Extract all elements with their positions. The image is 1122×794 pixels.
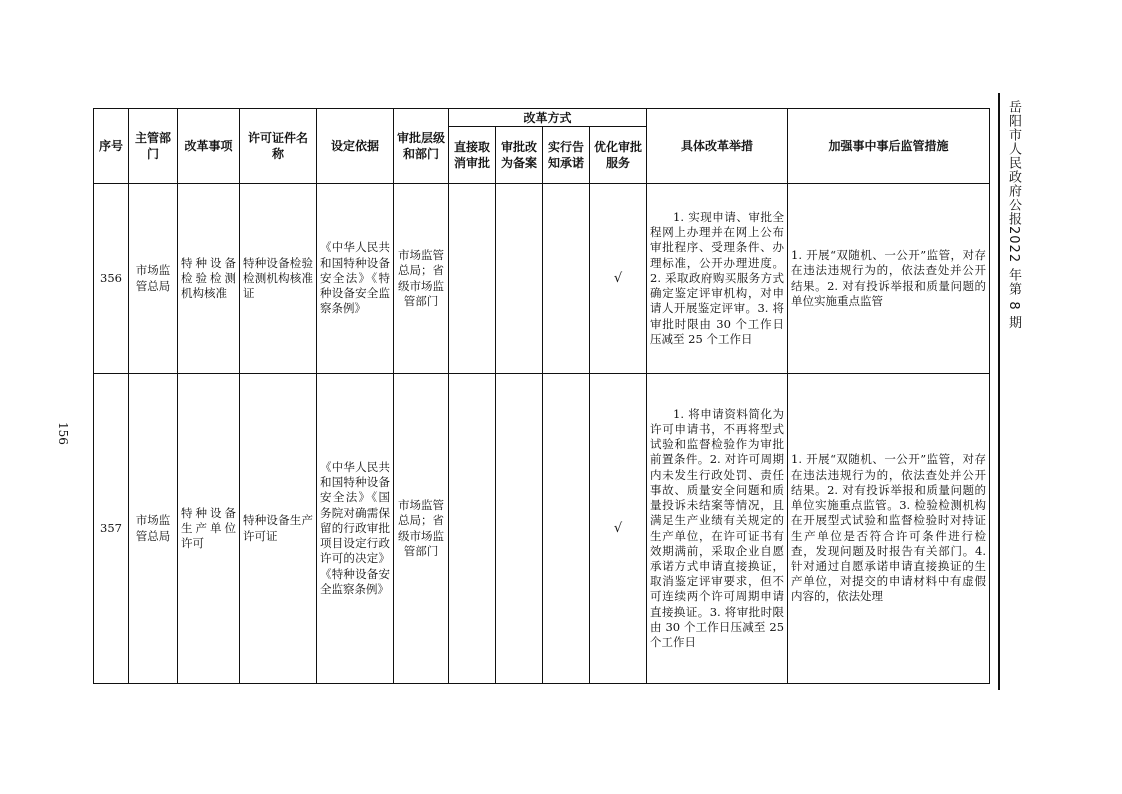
header-item: 改革事项 [178,109,240,184]
header-basis: 设定依据 [317,109,394,184]
header-license: 许可证件名称 [240,109,317,184]
cell-measures: 1. 将申请资料简化为许可申请书，不再将型式试验和监督检验作为审批前置条件。2. 对许可周期内未发生行政处罚、责任事故、质量安全问题和质量投诉未结案等情况，且满足生产业绩有关规定的生产单位，在许可证书有效期满前，采取企业自愿承诺方式申请直接换证，取消鉴定评审要求，但不可连续两个许可周期申请直接换证。3. 将审批时限由 30 个工作日压减至 25 个工作日 [647,374,788,684]
header-measures: 具体改革举措 [647,109,788,184]
cell-mode-commit [543,184,590,374]
cell-mode-cancel [449,374,496,684]
cell-level: 市场监管总局；省级市场监管部门 [394,184,449,374]
table-row [94,184,990,374]
header-mode-optimize: 优化审批服务 [590,127,647,184]
header-reform-mode: 改革方式 [449,109,647,127]
cell-dept: 市场监管总局 [129,374,178,684]
cell-supervision: 1. 开展“双随机、一公开”监管，对存在违法违规行为的，依法查处并公开结果。2. 对有投诉举报和质量问题的单位实施重点监管。3. 检验检测机构在开展型式试验和监督检验时对持证生产单位是否符合许可条件进行检查，发现问题及时报告有关部门。4. 针对通过自愿承诺申请直接换证的生产单位，对提交的申请材料中有虚假内容的，依法处理 [788,374,990,684]
header-divider-line [998,93,1000,690]
cell-dept: 市场监管总局 [129,184,178,374]
cell-license: 特种设备生产许可证 [240,374,317,684]
cell-mode-optimize: √ [590,374,647,684]
header-mode-commit: 实行告知承诺 [543,127,590,184]
cell-mode-optimize: √ [590,184,647,374]
header-mode-filing: 审批改为备案 [496,127,543,184]
journal-issue: 2022 年第 8 期 [1006,226,1021,330]
cell-supervision: 1. 开展“双随机、一公开”监管，对存在违法违规行为的，依法查处并公开结果。2. 对有投诉举报和质量问题的单位实施重点监管 [788,184,990,374]
cell-measures: 1. 实现申请、审批全程网上办理并在网上公布审批程序、受理条件、办理标准，公开办理进度。2. 采取政府购买服务方式确定鉴定评审机构，对申请人开展鉴定评审。3. 将审批时限由 30 个工作日压减至 25 个工作日 [647,184,788,374]
journal-header [1004,100,1023,330]
header-seq: 序号 [94,109,129,184]
cell-mode-filing [496,184,543,374]
page-number: 156 [56,422,70,445]
cell-level: 市场监管总局；省级市场监管部门 [394,374,449,684]
cell-seq: 357 [94,374,129,684]
header-supervision: 加强事中事后监管措施 [788,109,990,184]
cell-item: 特种设备生产单位许可 [178,374,240,684]
cell-mode-commit [543,374,590,684]
cell-mode-cancel [449,184,496,374]
header-row-top [94,109,990,127]
cell-license: 特种设备检验检测机构核准证 [240,184,317,374]
cell-seq: 356 [94,184,129,374]
header-mode-cancel: 直接取消审批 [449,127,496,184]
cell-basis: 《中华人民共和国特种设备安全法》《国务院对确需保留的行政审批项目设定行政许可的决定》《特种设备安全监察条例》 [317,374,394,684]
table-row [94,374,990,684]
cell-basis: 《中华人民共和国特种设备安全法》《特种设备安全监察条例》 [317,184,394,374]
cell-item: 特种设备检验检测机构核准 [178,184,240,374]
reform-table [93,108,990,684]
header-level: 审批层级和部门 [394,109,449,184]
journal-name: 岳阳市人民政府公报 [1006,100,1021,226]
cell-mode-filing [496,374,543,684]
header-dept: 主管部门 [129,109,178,184]
